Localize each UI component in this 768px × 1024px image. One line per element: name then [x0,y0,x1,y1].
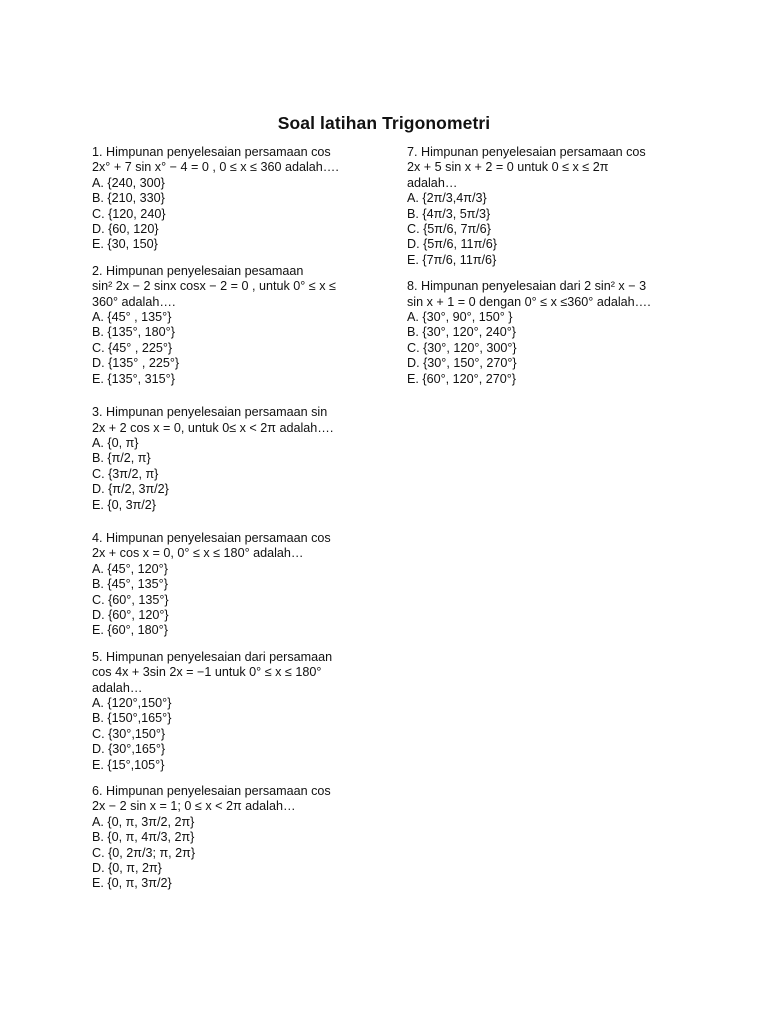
question-8 [407,279,707,387]
option-a: A. {45° , 135°} [92,310,172,325]
option-b: B. {45°, 135°} [92,577,168,592]
left-column [92,145,392,903]
option-d: D. {π/2, 3π/2} [92,482,169,497]
option-a: A. {240, 300} [92,175,165,190]
question-6 [92,784,392,892]
option-a: A. {0, π, 3π/2, 2π} [92,814,195,829]
question-text: 2x + 2 cos x = 0, untuk 0≤ x < 2π adalah…. [92,420,334,435]
question-2 [92,264,392,387]
option-c: C. {0, 2π/3; π, 2π} [92,845,196,860]
option-e: E. {0, π, 3π/2} [92,876,172,891]
option-b: B. {135°, 180°} [92,325,175,340]
question-3 [92,405,392,513]
option-e: E. {135°, 315°} [92,371,175,386]
page-title: Soal latihan Trigonometri [277,113,491,133]
option-c: C. {3π/2, π} [92,466,159,481]
option-d: D. {30°, 150°, 270°} [407,356,517,371]
right-column [407,145,707,398]
question-text: sin² 2x − 2 sinx cosx − 2 = 0 , untuk 0° ≤ x ≤ [92,279,336,294]
option-b: B. {210, 330} [92,191,165,206]
option-e: E. {60°, 120°, 270°} [407,371,516,386]
option-a: A. {45°, 120°} [92,561,168,576]
option-d: D. {135° , 225°} [92,356,180,371]
question-text: 2x − 2 sin x = 1; 0 ≤ x < 2π adalah… [92,799,296,814]
question-text: 2x + 5 sin x + 2 = 0 untuk 0 ≤ x ≤ 2π [407,160,609,175]
question-text: 3. Himpunan penyelesaian persamaan sin [92,405,328,420]
option-c: C. {45° , 225°} [92,340,173,355]
question-1 [92,145,392,253]
question-7 [407,145,707,268]
option-e: E. {15°,105°} [92,757,165,772]
option-d: D. {0, π, 2π} [92,861,162,876]
option-b: B. {4π/3, 5π/3} [407,206,491,221]
option-b: B. {150°,165°} [92,711,172,726]
question-text: adalah… [92,680,143,695]
question-text: 6. Himpunan penyelesaian persamaan cos [92,784,331,799]
option-e: E. {0, 3π/2} [92,497,157,512]
option-a: A. {2π/3,4π/3} [407,191,487,206]
option-c: C. {60°, 135°} [92,592,169,607]
question-text: adalah… [407,175,458,190]
option-c: C. {120, 240} [92,206,166,221]
question-text: sin x + 1 = 0 dengan 0° ≤ x ≤360° adalah…. [407,294,651,309]
option-a: A. {120°,150°} [92,696,172,710]
question-5 [92,650,392,773]
option-c: C. {30°, 120°, 300°} [407,340,517,355]
option-d: D. {60°, 120°} [92,607,169,622]
question-text: 8. Himpunan penyelesaian dari 2 sin² x − 3 [407,279,647,294]
question-text: 2. Himpunan penyelesaian pesamaan [92,263,304,278]
question-text: 1. Himpunan penyelesaian persamaan cos [92,145,331,159]
option-b: B. {0, π, 4π/3, 2π} [92,830,195,845]
option-a: A. {30°, 90°, 150° } [407,310,513,325]
option-b: B. {30°, 120°, 240°} [407,325,516,340]
question-4 [92,531,392,639]
option-a: A. {0, π} [92,435,139,450]
option-e: E. {30, 150} [92,237,158,252]
question-text: 4. Himpunan penyelesaian persamaan cos [92,530,331,545]
question-text: 2x° + 7 sin x° − 4 = 0 , 0 ≤ x ≤ 360 adalah…. [92,160,339,175]
option-d: D. {30°,165°} [92,742,166,757]
option-d: D. {60, 120} [92,222,159,237]
question-text: 5. Himpunan penyelesaian dari persamaan [92,649,333,664]
option-e: E. {60°, 180°} [92,623,168,638]
question-text: cos 4x + 3sin 2x = −1 untuk 0° ≤ x ≤ 180° [92,665,322,680]
option-b: B. {π/2, π} [92,451,151,466]
option-d: D. {5π/6, 11π/6} [407,237,497,252]
option-c: C. {5π/6, 7π/6} [407,222,491,237]
question-text: 2x + cos x = 0, 0° ≤ x ≤ 180° adalah… [92,546,304,561]
question-text: 7. Himpunan penyelesaian persamaan cos [407,145,646,159]
question-text: 360° adalah…. [92,294,176,309]
option-e: E. {7π/6, 11π/6} [407,252,497,267]
option-c: C. {30°,150°} [92,726,166,741]
